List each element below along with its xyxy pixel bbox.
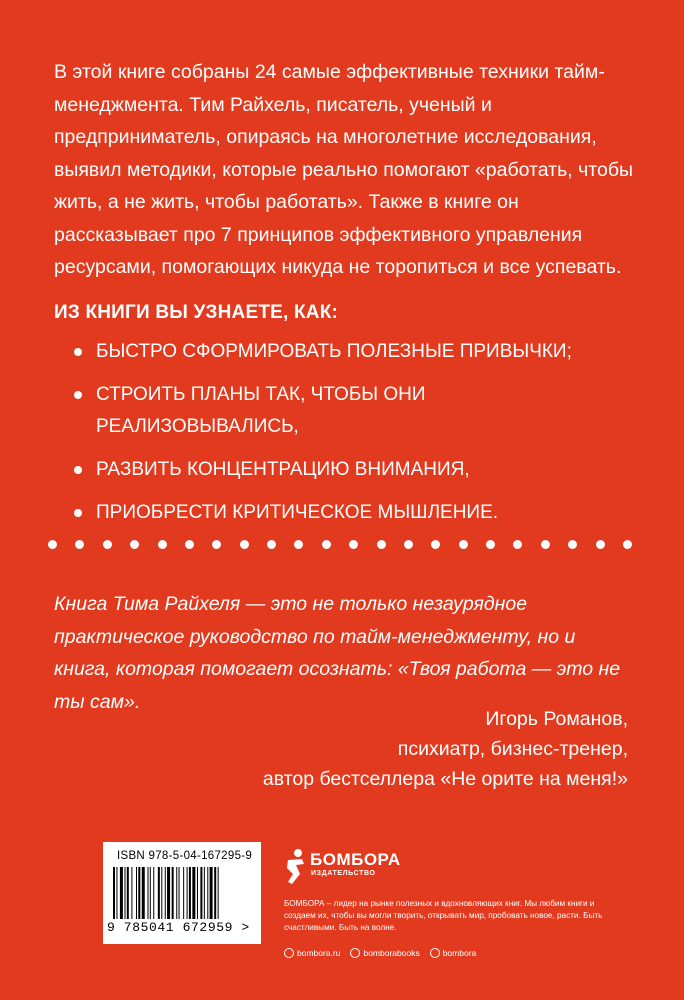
- social-links: [284, 948, 476, 958]
- divider-dot: [212, 540, 221, 549]
- divider-dot: [75, 540, 84, 549]
- globe-icon: [284, 948, 294, 958]
- divider-dot: [431, 540, 440, 549]
- list-item-text: ПРИОБРЕСТИ КРИТИЧЕСКОЕ МЫШЛЕНИЕ.: [96, 502, 499, 523]
- learn-list: [74, 336, 634, 540]
- publisher-sub: ИЗДАТЕЛЬСТВО: [311, 870, 376, 877]
- list-item: [74, 497, 634, 529]
- learn-heading: ИЗ КНИГИ ВЫ УЗНАЕТЕ, КАК:: [54, 302, 339, 323]
- bullet-icon: [74, 466, 82, 474]
- vk-icon: [350, 948, 360, 958]
- divider-dot: [596, 540, 605, 549]
- divider-dot: [322, 540, 331, 549]
- review-quote: Книга Тима Райхеля — это не только незаурядное практическое руководство по тайм-менеджменту, но и книга, которая помогает осознать: «Твоя работа — это не ты сам».: [54, 593, 621, 713]
- list-item-text: БЫСТРО СФОРМИРОВАТЬ ПОЛЕЗНЫЕ ПРИВЫЧКИ;: [96, 341, 572, 362]
- publisher-name: БОМБОРА: [310, 850, 401, 869]
- list-item-text: СТРОИТЬ ПЛАНЫ ТАК, ЧТОБЫ ОНИ РЕАЛИЗОВЫВАЛИСЬ,: [96, 384, 426, 437]
- publisher-description: БОМБОРА – лидер на рынке полезных и вдохновляющих книг. Мы любим книги и создаем их, чтобы вы могли творить, открывать мир, пробовать новое, расти. Быть счастливыми. Быть на волне.: [284, 899, 603, 932]
- divider-dot: [267, 540, 276, 549]
- divider-dot: [48, 540, 57, 549]
- list-item: [74, 336, 634, 368]
- divider-dot: [513, 540, 522, 549]
- list-item: [74, 379, 456, 443]
- divider-dot: [459, 540, 468, 549]
- divider-dot: [568, 540, 577, 549]
- author-name: Игорь Романов,: [485, 708, 628, 730]
- bullet-icon: [74, 391, 82, 399]
- runner-logo-icon: [284, 848, 308, 886]
- barcode-bars: [111, 867, 257, 919]
- divider-dot: [623, 540, 632, 549]
- divider-dot: [349, 540, 358, 549]
- bullet-icon: [74, 509, 82, 517]
- divider-dot: [377, 540, 386, 549]
- isbn-text: ISBN 978-5-04-167295-9: [117, 850, 253, 862]
- divider-dot: [294, 540, 303, 549]
- divider-dot: [486, 540, 495, 549]
- barcode-digits: 9 785041 672959 >: [107, 920, 250, 935]
- author-credit: автор бестселлера «Не орите на меня!»: [262, 768, 628, 790]
- divider-dot: [130, 540, 139, 549]
- dot-divider: [48, 538, 632, 550]
- publisher-logo: [284, 848, 414, 888]
- telegram-icon: [430, 948, 440, 958]
- bullet-icon: [74, 348, 82, 356]
- quote-author: [263, 704, 628, 794]
- social-telegram[interactable]: bombora: [430, 948, 477, 958]
- divider-dot: [404, 540, 413, 549]
- social-site[interactable]: bombora.ru: [284, 948, 340, 958]
- divider-dot: [103, 540, 112, 549]
- barcode: [103, 842, 261, 944]
- author-role: психиатр, бизнес-тренер,: [397, 738, 628, 760]
- divider-dot: [240, 540, 249, 549]
- divider-dot: [158, 540, 167, 549]
- list-item-text: РАЗВИТЬ КОНЦЕНТРАЦИЮ ВНИМАНИЯ,: [96, 459, 470, 480]
- divider-dot: [185, 540, 194, 549]
- intro-paragraph: В этой книге собраны 24 самые эффективные техники тайм-менеджмента. Тим Райхель, писатель, ученый и предприниматель, опираясь на многолетние исследования, выявил методики, которые реально помогают «работать, чтобы жить, а не жить, чтобы работать». Также в книге он рассказывает про 7 принципов эффективного управления ресурсами, помогающих никуда не торопиться и все успевать.: [54, 61, 634, 278]
- divider-dot: [541, 540, 550, 549]
- list-item: [74, 454, 634, 486]
- social-vk[interactable]: bomborabooks: [350, 948, 419, 958]
